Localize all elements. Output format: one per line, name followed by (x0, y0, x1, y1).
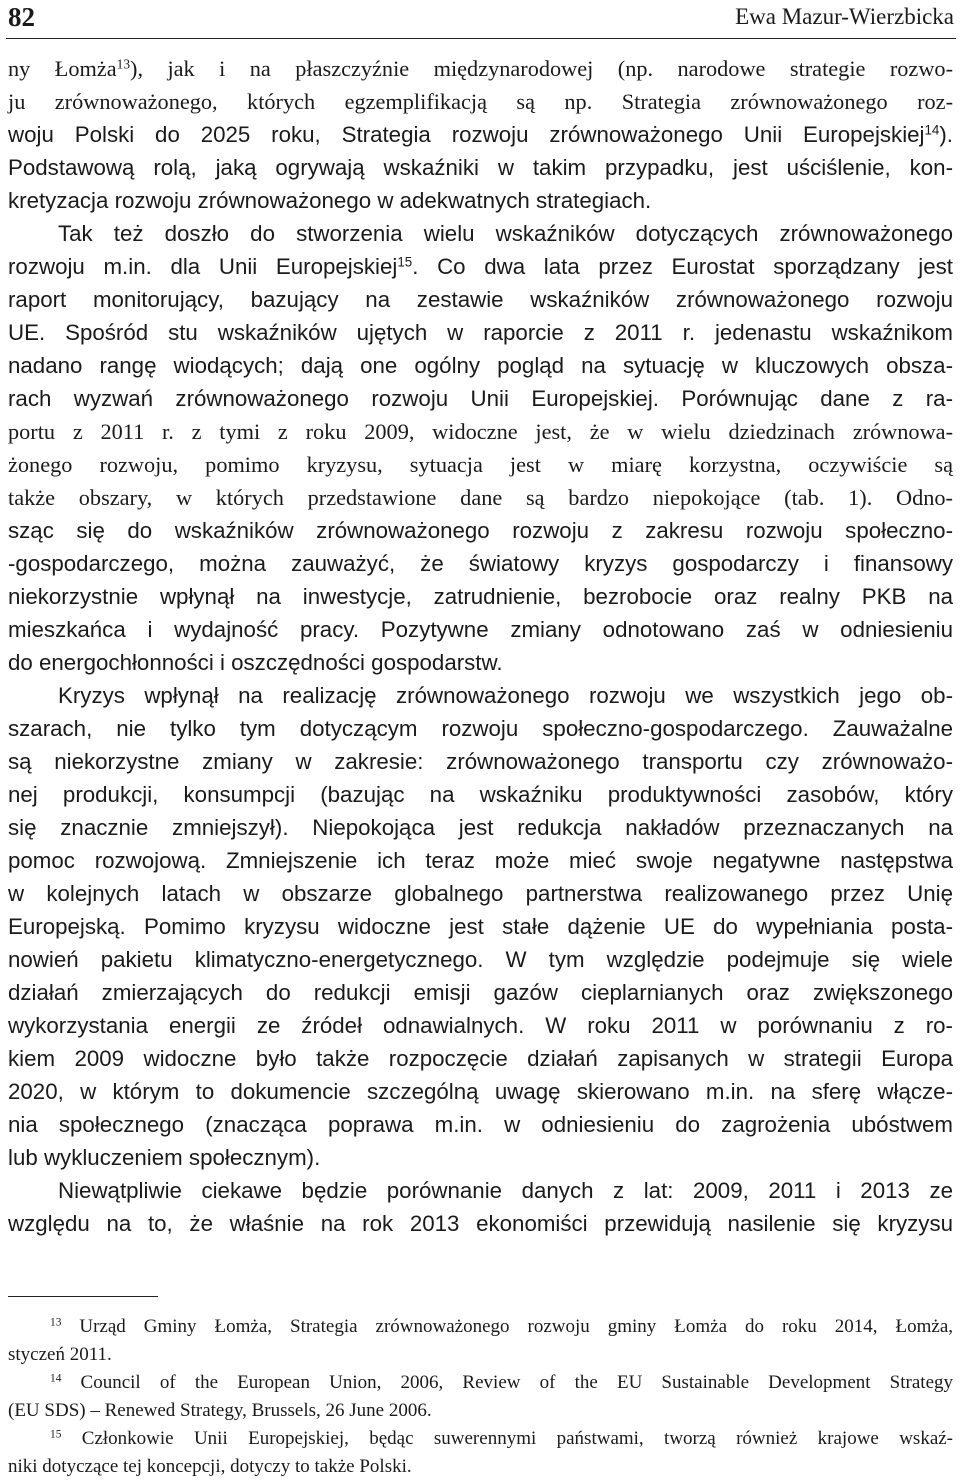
text-line: wykorzystania energii ze źródeł odnawialnych. W roku 2011 w porównaniu z ro- (8, 1013, 953, 1038)
text-line: także obszary, w których przedstawione dane są bardzo niepokojące (tab. 1). Odno- (8, 485, 953, 510)
text-span: ). (939, 122, 953, 147)
text-line: działań zmierzających do redukcji emisji gazów cieplarnianych oraz zwiększonego (8, 980, 953, 1005)
text-line (8, 120, 953, 150)
text-line: kretyzacja rozwoju zrównoważonego w adekwatnych strategiach. (8, 188, 652, 213)
text-line: Tak też doszło do stworzenia wielu wskaźników dotyczących zrównoważonego (58, 221, 953, 246)
text-line: lub wykluczeniem społecznym). (8, 1145, 321, 1170)
text-line: do energochłonności i oszczędności gospodarstw. (8, 650, 503, 675)
text-span: . Co dwa lata przez Eurostat sporządzany jest (412, 254, 953, 279)
running-head-author: Ewa Mazur-Wierzbicka (735, 4, 954, 29)
text-line: raport monitorujący, bazujący na zestawie wskaźników zrównoważonego rozwoju (8, 287, 953, 312)
text-line: pomoc rozwojową. Zmniejszenie ich teraz może mieć swoje negatywne następstwa (8, 848, 953, 873)
footnote-ref-13[interactable]: 13 (116, 56, 131, 72)
text-line: -gospodarczego, można zauważyć, że światowy kryzys gospodarczy i finansowy (8, 551, 953, 576)
footnote-ref-14[interactable]: 14 (924, 122, 940, 138)
footnote-ref-15[interactable]: 15 (397, 254, 413, 270)
text-line: UE. Spośród stu wskaźników ujętych w raporcie z 2011 r. jedenastu wskaźnikom (8, 320, 953, 345)
footnote-14 (50, 1370, 953, 1400)
text-line (8, 252, 953, 282)
text-line: są niekorzystne zmiany w zakresie: zrównoważonego transportu czy zrównoważo- (8, 749, 953, 774)
text-line: nia społecznego (znacząca poprawa m.in. w odniesieniu do zagrożenia ubóstwem (8, 1112, 953, 1137)
footnote-15-cont: niki dotyczące tej koncepcji, dotyczy to także Polski. (8, 1456, 412, 1477)
footnote-number: 13 (50, 1316, 62, 1329)
page-number: 82 (8, 2, 35, 32)
text-line: sząc się do wskaźników zrównoważonego rozwoju z zakresu rozwoju społeczno- (8, 518, 953, 543)
text-line: nowień pakietu klimatyczno-energetycznego. W tym względzie podejmuje się wiele (8, 947, 953, 972)
text-span: ), jak i na płaszczyźnie międzynarodowej (np. narodowe strategie rozwo- (130, 56, 954, 81)
text-line: Niewątpliwie ciekawe będzie porównanie danych z lat: 2009, 2011 i 2013 ze (58, 1178, 953, 1203)
footnote-text: Członkowie Unii Europejskiej, będąc suwerennymi państwami, tworzą również krajowe wskaź- (81, 1428, 954, 1449)
text-line: się znacznie zmniejszył). Niepokojąca jest redukcja nakładów przeznaczanych na (8, 815, 953, 840)
text-line: rach wyzwań zrównoważonego rozwoju Unii Europejskiej. Porównując dane z ra- (8, 386, 953, 411)
text-span: ny Łomża (8, 56, 117, 81)
text-line: względu na to, że właśnie na rok 2013 ekonomiści przewidują nasilenie się kryzysu (8, 1211, 953, 1236)
footnote-13 (50, 1314, 953, 1344)
text-line (8, 54, 953, 84)
text-span: rozwoju m.in. dla Unii Europejskiej (8, 254, 398, 279)
footnote-number: 15 (50, 1428, 62, 1441)
text-line: szarach, nie tylko tym dotyczącym rozwoju społeczno-gospodarczego. Zauważalne (8, 716, 953, 741)
footnote-13-cont: styczeń 2011. (8, 1344, 112, 1365)
text-line: nej produkcji, konsumpcji (bazując na wskaźniku produktywności zasobów, który (8, 782, 953, 807)
text-line: ju zrównoważonego, których egzemplifikacją są np. Strategia zrównoważonego roz- (8, 89, 953, 114)
text-line: portu z 2011 r. z tymi z roku 2009, widoczne jest, że w wielu dziedzinach zrównowa- (8, 419, 953, 444)
text-line: Europejską. Pomimo kryzysu widoczne jest stałe dążenie UE do wypełniania posta- (8, 914, 953, 939)
footnote-number: 14 (50, 1372, 62, 1385)
footnote-14-cont: (EU SDS) – Renewed Strategy, Brussels, 26 June 2006. (8, 1400, 432, 1421)
footnote-15 (50, 1426, 953, 1456)
text-line: 2020, w którym to dokumencie szczególną uwagę skierowano m.in. na sferę włącze- (8, 1079, 953, 1104)
text-line: w kolejnych latach w obszarze globalnego partnerstwa realizowanego przez Unię (8, 881, 953, 906)
text-line: Podstawową rolą, jaką ogrywają wskaźniki w takim przypadku, jest uściślenie, kon- (8, 155, 953, 180)
header-rule (6, 38, 956, 39)
text-line: mieszkańca i wydajność pracy. Pozytywne zmiany odnotowano zaś w odniesieniu (8, 617, 953, 642)
footnote-text: Council of the European Union, 2006, Review of the EU Sustainable Development Strategy (80, 1372, 953, 1393)
text-line: żonego rozwoju, pomimo kryzysu, sytuacja jest w miarę korzystna, oczywiście są (8, 452, 953, 477)
text-line: kiem 2009 widoczne było także rozpoczęcie działań zapisanych w strategii Europa (8, 1046, 953, 1071)
text-span: woju Polski do 2025 roku, Strategia rozwoju zrównoważonego Unii Europejskiej (8, 122, 925, 147)
text-line: nadano rangę wiodących; dają one ogólny pogląd na sytuację w kluczowych obsza- (8, 353, 953, 378)
footnote-text: Urząd Gminy Łomża, Strategia zrównoważonego rozwoju gminy Łomża do roku 2014, Łomża, (79, 1316, 954, 1337)
text-line: Kryzys wpłynął na realizację zrównoważonego rozwoju we wszystkich jego ob- (58, 683, 953, 708)
page-header (0, 0, 960, 40)
footnote-separator (8, 1296, 158, 1297)
text-line: niekorzystnie wpłynął na inwestycje, zatrudnienie, bezrobocie oraz realny PKB na (8, 584, 953, 609)
